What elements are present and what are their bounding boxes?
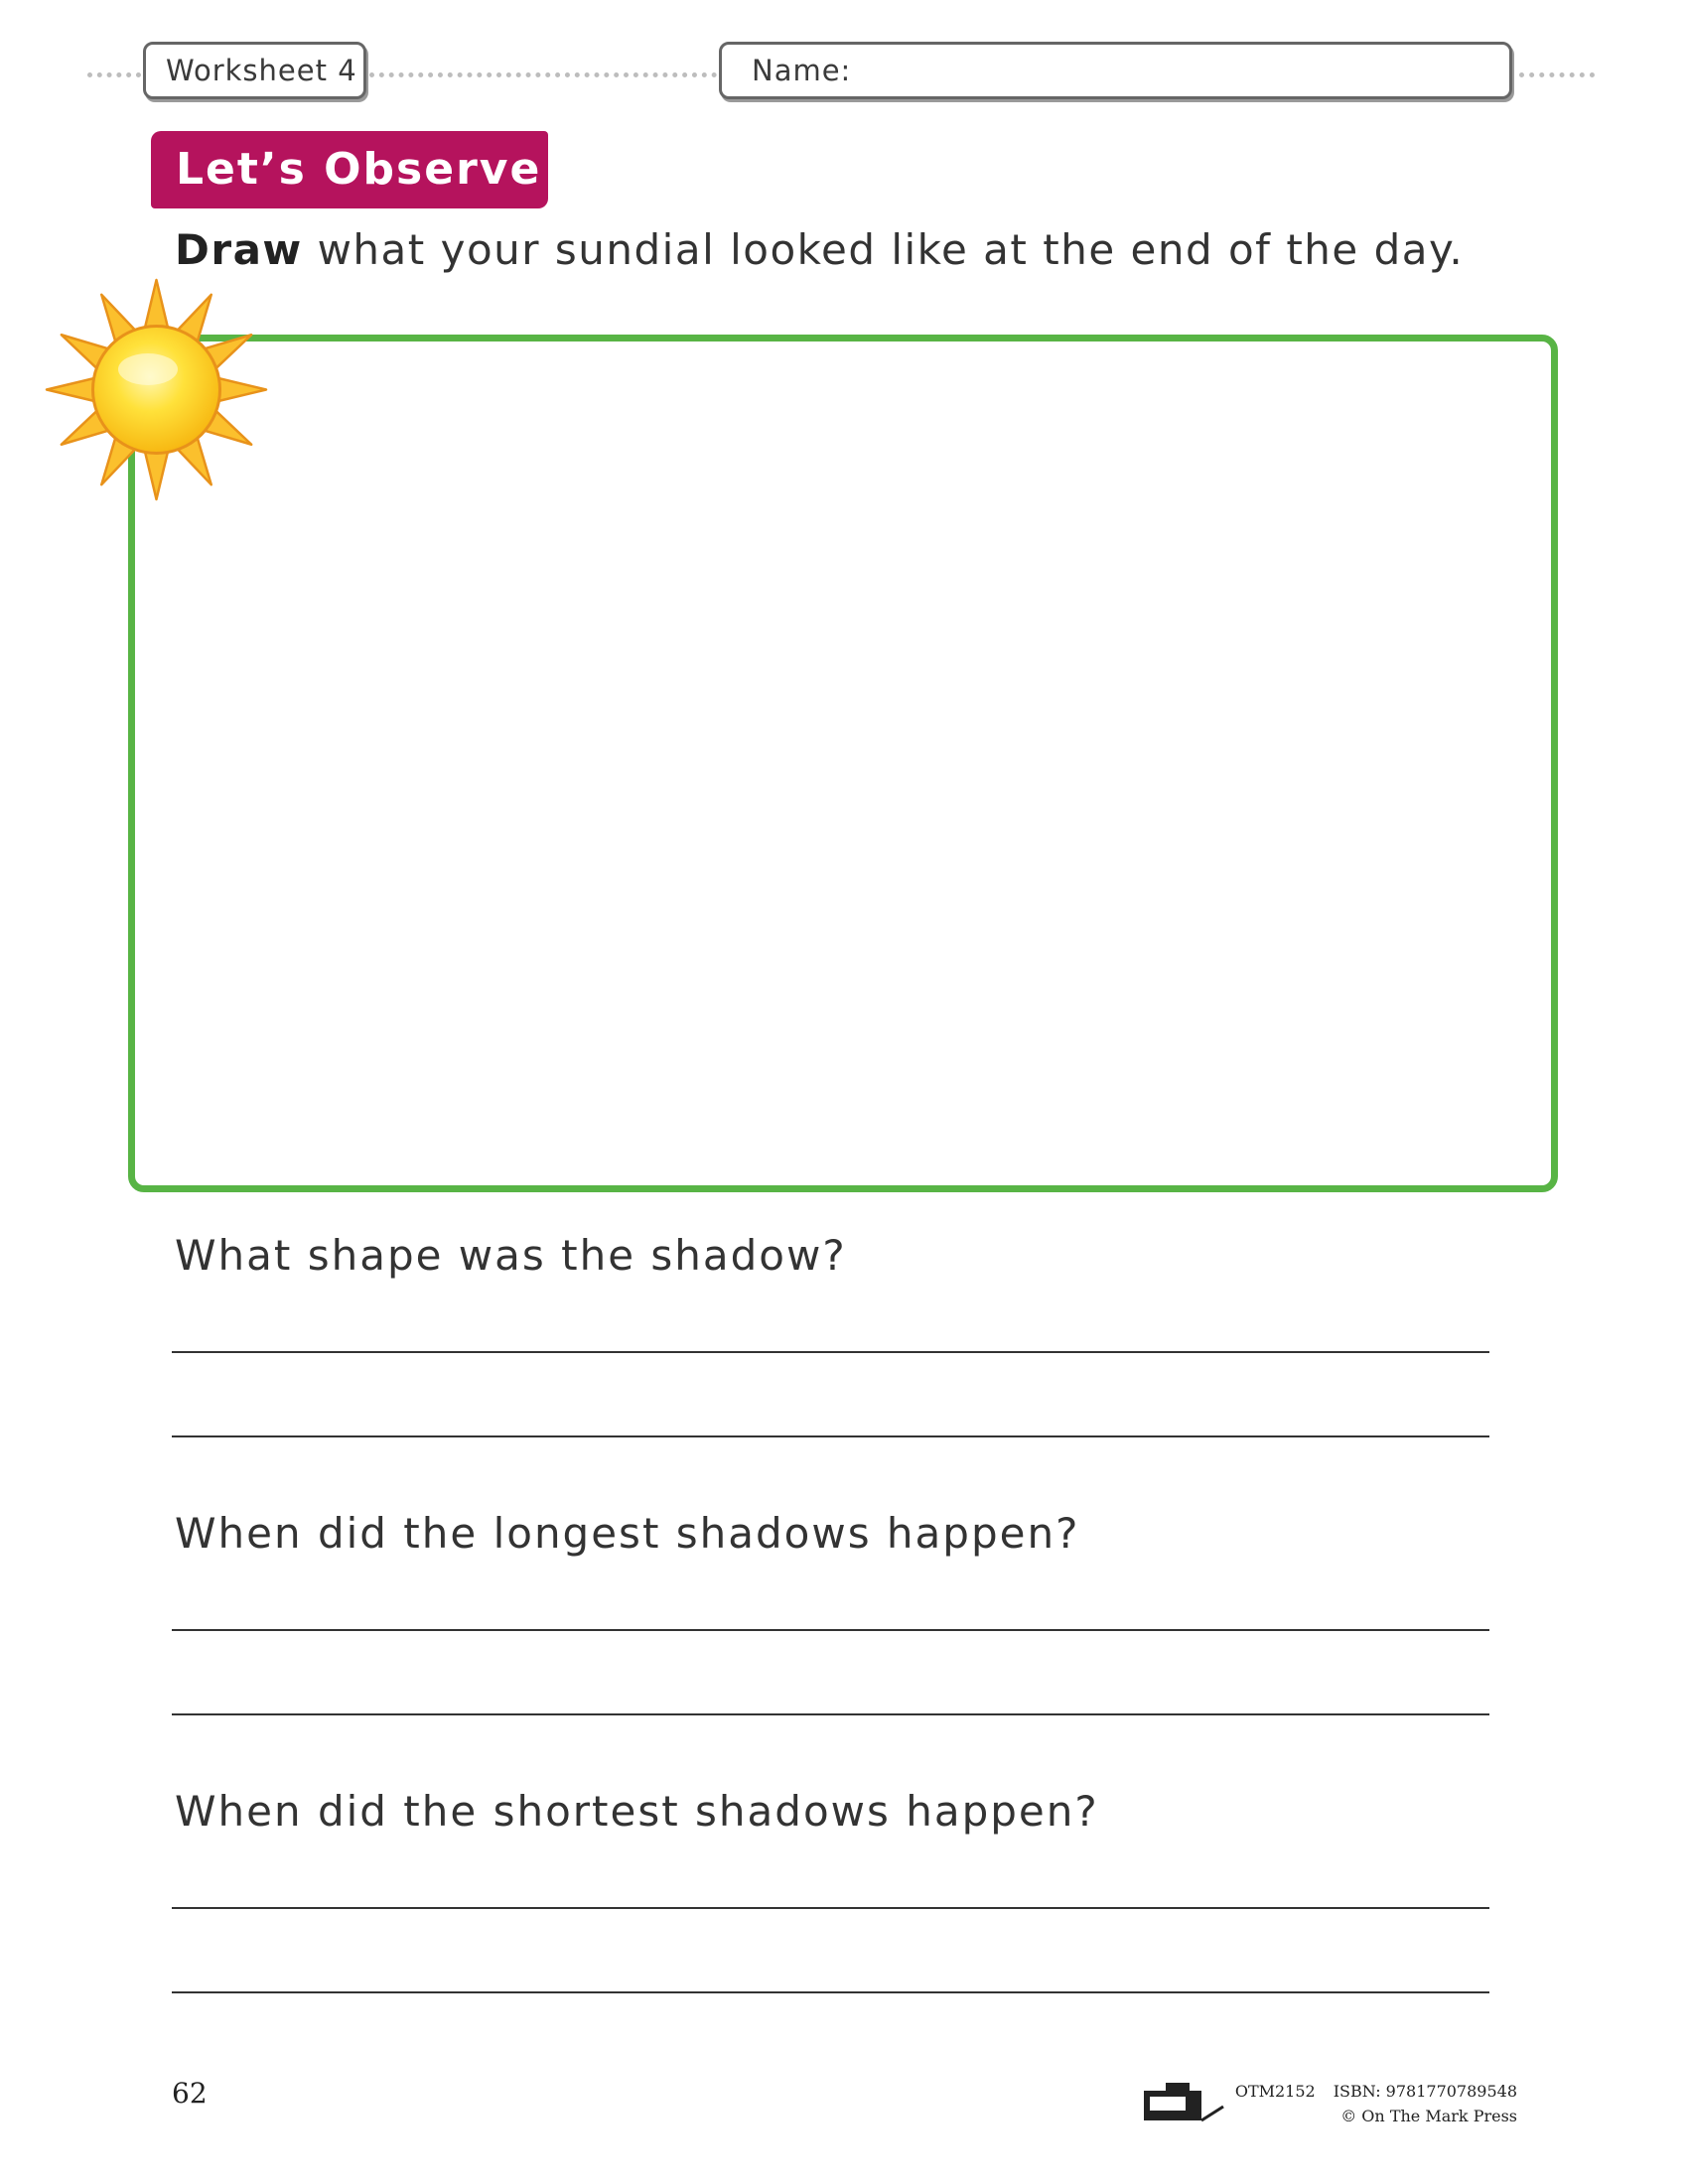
- section-badge: Let’s Observe: [151, 131, 548, 208]
- instruction-rest: what your sundial looked like at the end of the day.: [302, 225, 1465, 274]
- answer-line[interactable]: [172, 1629, 1489, 1631]
- answer-line[interactable]: [172, 1991, 1489, 1993]
- worksheet-label: Worksheet 4: [166, 54, 357, 87]
- question-2: When did the longest shadows happen?: [175, 1509, 1080, 1558]
- drawing-area[interactable]: [128, 335, 1558, 1192]
- footer-codes: [1235, 2079, 1517, 2104]
- worksheet-label-box: [143, 42, 366, 99]
- dotted-rule-right: [1519, 72, 1595, 77]
- dotted-rule-middle: [369, 72, 717, 77]
- answer-line[interactable]: [172, 1351, 1489, 1353]
- answer-line[interactable]: [172, 1713, 1489, 1715]
- page-number: 62: [172, 2077, 208, 2110]
- answer-line[interactable]: [172, 1907, 1489, 1909]
- isbn: ISBN: 9781770789548: [1333, 2082, 1517, 2101]
- question-3: When did the shortest shadows happen?: [175, 1787, 1099, 1836]
- answer-line[interactable]: [172, 1435, 1489, 1437]
- instruction-bold: Draw: [175, 225, 303, 274]
- publisher: © On The Mark Press: [1340, 2107, 1517, 2125]
- footer-info: [1235, 2079, 1517, 2128]
- press-logo-icon: [1142, 2081, 1227, 2124]
- sun-icon: [45, 278, 268, 501]
- product-code: OTM2152: [1234, 2082, 1316, 2101]
- name-field[interactable]: [719, 42, 1512, 99]
- instruction-text: [175, 225, 1464, 274]
- question-1: What shape was the shadow?: [175, 1231, 847, 1280]
- dotted-rule-left: [87, 72, 141, 77]
- name-label: Name:: [752, 54, 852, 87]
